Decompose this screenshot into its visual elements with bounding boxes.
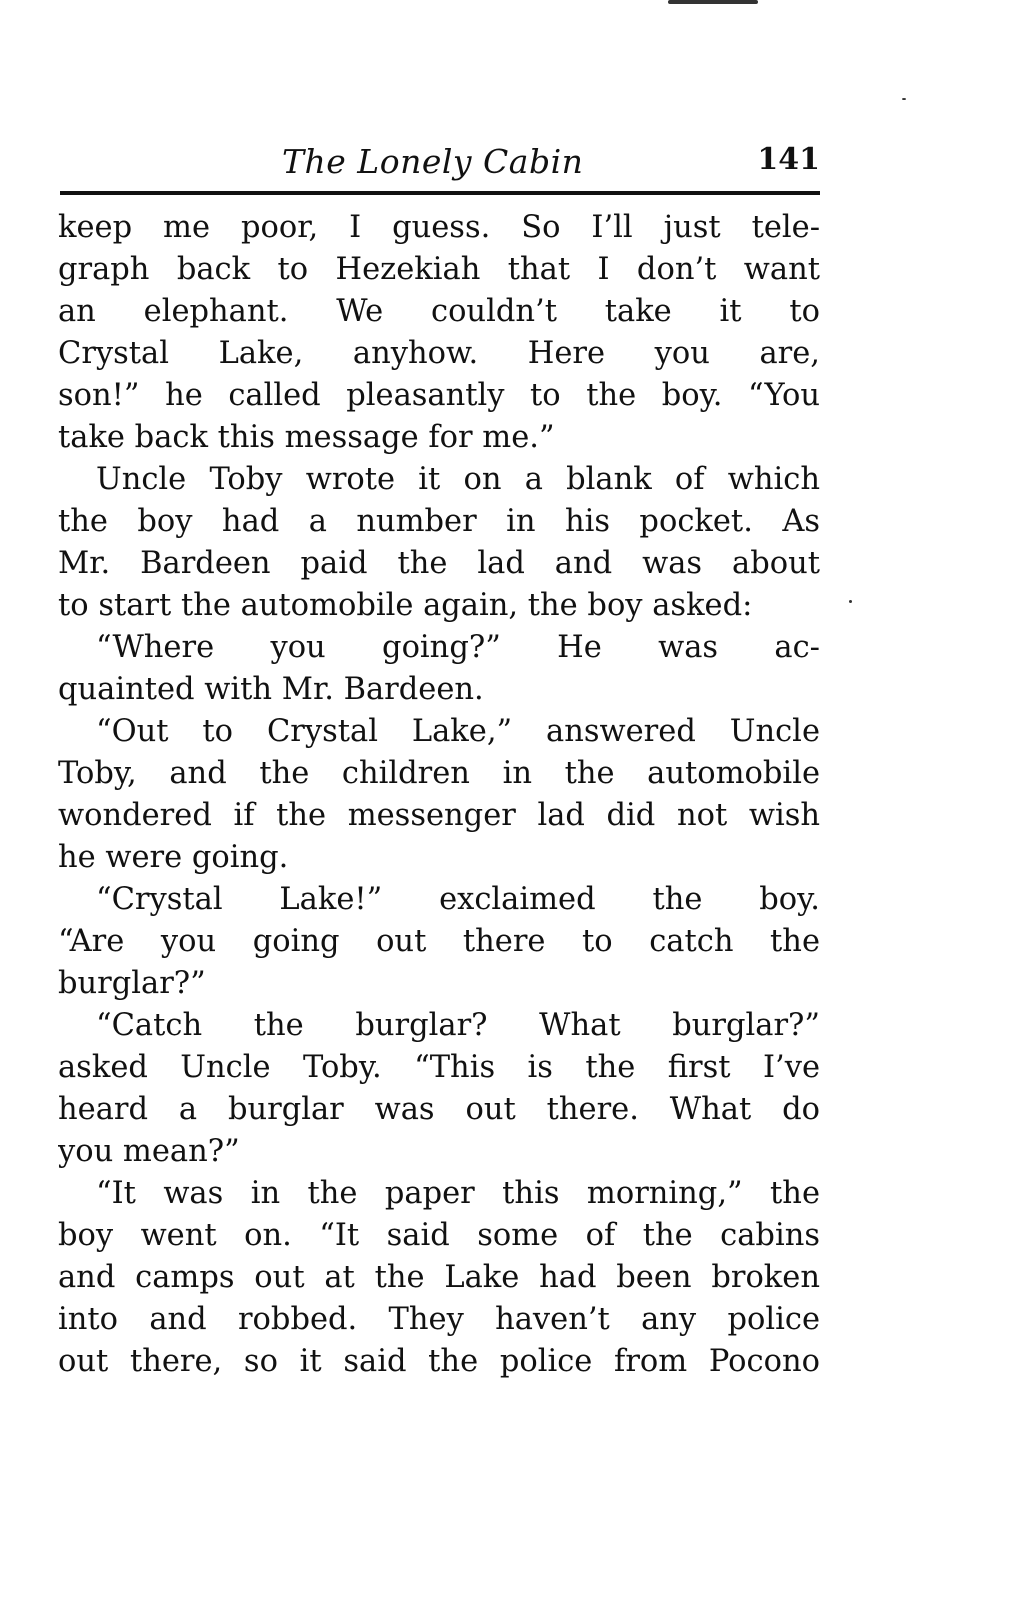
text-line: take back this message for me.” — [58, 420, 555, 455]
text-line: out there, so it said the police from Pocono — [58, 1344, 820, 1379]
text-line: heard a burglar was out there. What do — [58, 1092, 820, 1127]
text-line: “Where you going?” He was ac- — [96, 630, 820, 665]
text-line: asked Uncle Toby. “This is the first I’ve — [58, 1050, 820, 1085]
text-line: the boy had a number in his pocket. As — [58, 504, 820, 539]
text-line: and camps out at the Lake had been broken — [58, 1260, 820, 1295]
text-line: “Crystal Lake!” exclaimed the boy. — [96, 882, 820, 917]
text-line: into and robbed. They haven’t any police — [58, 1302, 820, 1337]
text-line: an elephant. We couldn’t take it to — [58, 294, 820, 329]
text-line: Mr. Bardeen paid the lad and was about — [58, 546, 820, 581]
page-header — [60, 138, 820, 192]
text-line: boy went on. “It said some of the cabins — [58, 1218, 820, 1253]
page-number: 141 — [757, 142, 820, 177]
text-line: Crystal Lake, anyhow. Here you are, — [58, 336, 820, 371]
text-line: graph back to Hezekiah that I don’t want — [58, 252, 820, 287]
print-speck — [902, 98, 906, 100]
print-speck — [849, 600, 852, 603]
text-line: “Catch the burglar? What burglar?” — [96, 1008, 820, 1043]
text-line: “It was in the paper this morning,” the — [96, 1176, 820, 1211]
body-text — [58, 207, 820, 1383]
text-line: wondered if the messenger lad did not wish — [58, 798, 820, 833]
text-line: Uncle Toby wrote it on a blank of which — [96, 462, 820, 497]
text-line: son!” he called pleasantly to the boy. “You — [58, 378, 820, 413]
running-title: The Lonely Cabin — [282, 142, 584, 181]
print-speck — [668, 0, 758, 4]
text-line: you mean?” — [58, 1134, 240, 1169]
text-line: to start the automobile again, the boy asked: — [58, 588, 753, 623]
text-line: burglar?” — [58, 966, 206, 1001]
text-line: quainted with Mr. Bardeen. — [58, 672, 484, 707]
text-line: “Out to Crystal Lake,” answered Uncle — [96, 714, 820, 749]
text-line: “Are you going out there to catch the — [58, 924, 820, 959]
text-line: Toby, and the children in the automobile — [58, 756, 820, 791]
text-line: keep me poor, I guess. So I’ll just tele- — [58, 210, 820, 245]
text-line: he were going. — [58, 840, 289, 875]
header-rule — [60, 191, 820, 195]
